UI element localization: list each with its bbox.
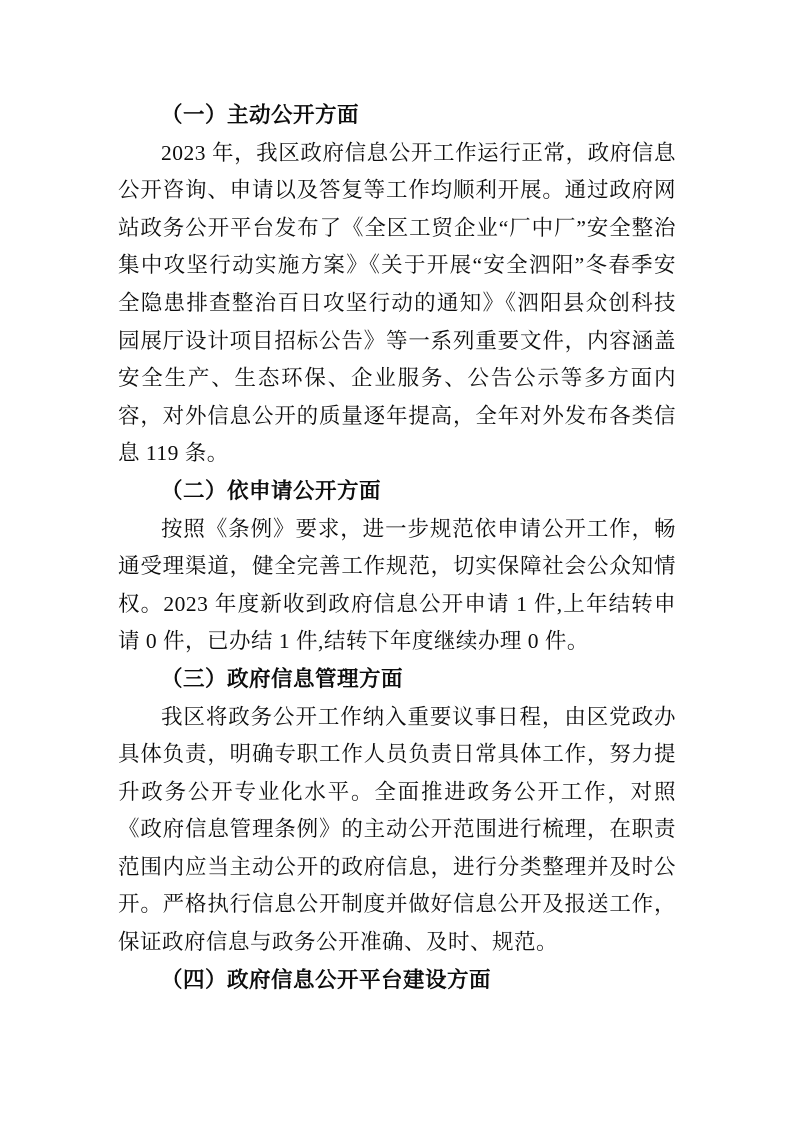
paragraph-disclosure-upon-request: 按照《条例》要求，进一步规范依申请公开工作，畅通受理渠道，健全完善工作规范，切实保障社会公众知情权。2023 年度新收到政府信息公开申请 1 件,上年结转申请 0 件，已办结 1 件,结转下年度继续办理 0 件。 <box>118 516 676 654</box>
section-heading-disclosure-upon-request: （二）依申请公开方面 <box>161 478 382 503</box>
section-heading-platform-construction: （四）政府信息公开平台建设方面 <box>161 967 492 992</box>
paragraph-information-management: 我区将政务公开工作纳入重要议事日程，由区党政办具体负责，明确专职工作人员负责日常具体工作，努力提升政务公开专业化水平。全面推进政务公开工作，对照《政府信息管理条例》的主动公开范围进行梳理，在职责范围内应当主动公开的政府信息，进行分类整理并及时公开。严格执行信息公开制度并做好信息公开及报送工作，保证政府信息与政务公开准确、及时、规范。 <box>118 704 676 955</box>
section-heading-information-management: （三）政府信息管理方面 <box>161 666 404 691</box>
paragraph-active-disclosure: 2023 年，我区政府信息公开工作运行正常，政府信息公开咨询、申请以及答复等工作均顺利开展。通过政府网站政务公开平台发布了《全区工贸企业“厂中厂”安全整治集中攻坚行动实施方案》《关于开展“安全泗阳”冬春季安全隐患排查整治百日攻坚行动的通知》《泗阳县众创科技园展厅设计项目招标公告》等一系列重要文件，内容涵盖安全生产、生态环保、企业服务、公告公示等多方面内容，对外信息公开的质量逐年提高，全年对外发布各类信息 119 条。 <box>118 140 676 466</box>
document-content <box>118 97 676 999</box>
section-heading-active-disclosure: （一）主动公开方面 <box>161 103 360 127</box>
